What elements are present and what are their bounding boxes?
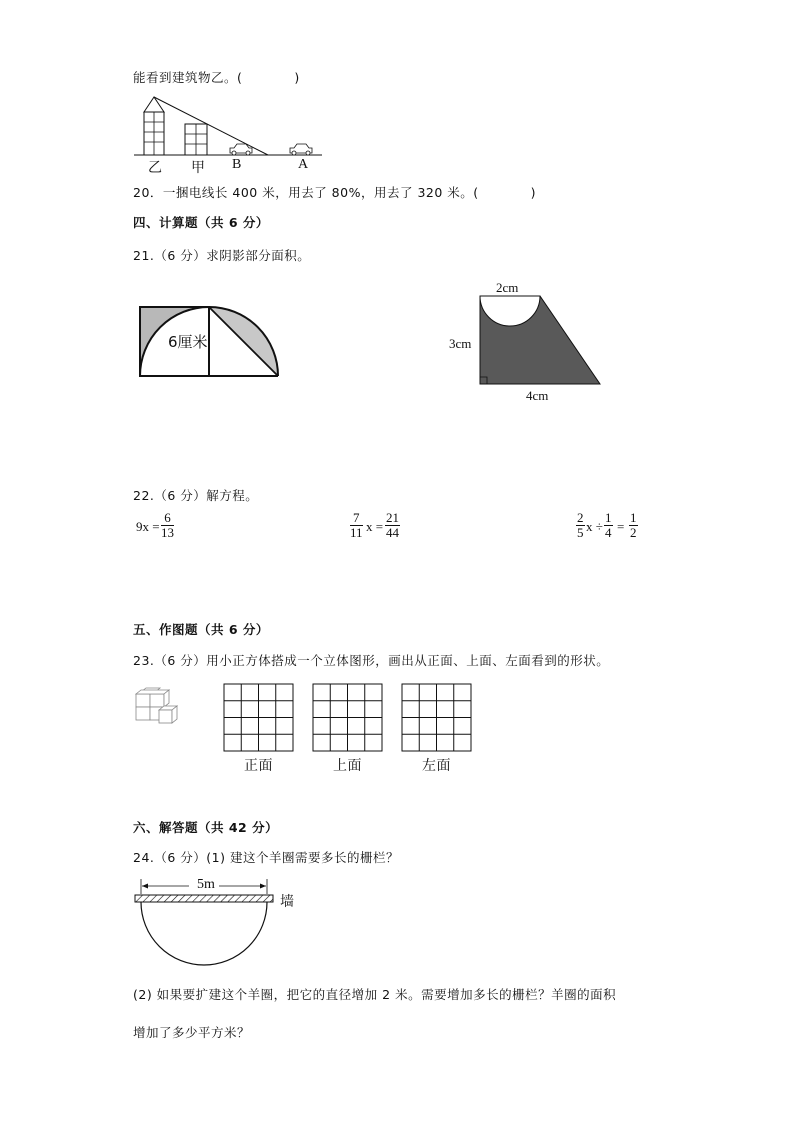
label-jia: 甲 — [191, 161, 206, 176]
q24-part2-line2: 增加了多少平方米？ — [133, 1025, 251, 1040]
label-yi: 乙 — [148, 161, 163, 176]
eq3-fraction-c: $\frac{1}{2}$ — [630, 510, 637, 540]
eq3-x: x ÷ — [586, 519, 603, 534]
label-a: A — [298, 157, 309, 172]
eq3-equals: = — [617, 519, 625, 534]
section-4-heading: 四、计算题（共 6 分） — [133, 215, 269, 230]
eq2-x: x = — [366, 519, 384, 534]
q23-cubes-figure — [133, 690, 179, 728]
q20-text: 20．一捆电线长 400 米，用去了 80%，用去了 320 米。( ) — [133, 185, 537, 200]
grid-label-left: 左面 — [422, 759, 451, 774]
q21-fig2-top-label: 2cm — [496, 280, 519, 295]
label-b: B — [232, 157, 242, 172]
q24-part2-line1: (2) 如果要扩建这个羊圈，把它的直径增加 2 米。需要增加多长的栅栏？羊圈的面积 — [133, 987, 617, 1002]
eq1-fraction: $\frac{6}{13}$ — [161, 510, 174, 540]
car-a-icon — [290, 144, 312, 155]
q23-grid-left — [401, 683, 473, 753]
q21-fig2-bottom-label: 4cm — [526, 388, 549, 403]
q22-text: 22.（6 分）解方程。 — [133, 488, 259, 503]
eq3-fraction-b: $\frac{1}{4}$ — [605, 510, 612, 540]
section-5-heading: 五、作图题（共 6 分） — [133, 622, 269, 637]
eq1-lhs: 9x = — [136, 519, 160, 534]
grid-label-top: 上面 — [333, 759, 362, 774]
q24-text: 24.（6 分）(1) 建这个羊圈需要多长的栅栏？ — [133, 850, 399, 865]
q21-figure-2 — [478, 294, 604, 388]
eq2-fraction-a: $\frac{7}{11}$ — [350, 510, 363, 540]
grid-label-front: 正面 — [244, 759, 273, 774]
section-6-heading: 六、解答题（共 42 分） — [133, 820, 279, 835]
q23-text: 23.（6 分）用小正方体搭成一个立体图形，画出从正面、上面、左面看到的形状。 — [133, 653, 610, 668]
q21-text: 21.（6 分）求阴影部分面积。 — [133, 248, 311, 263]
q21-fig1-label: 6厘米 — [168, 333, 208, 351]
q23-grid-front — [223, 683, 295, 753]
q23-grid-top — [312, 683, 384, 753]
q21-figure-1 — [138, 305, 280, 379]
q19-text: 能看到建筑物乙。( ) — [133, 70, 300, 85]
q21-fig2-left-label: 3cm — [449, 336, 472, 351]
q24-wall-label: 墙 — [280, 895, 295, 910]
eq2-fraction-b: $\frac{21}{44}$ — [386, 510, 399, 540]
q24-dim-label: 5m — [197, 877, 215, 892]
eq3-fraction-a: $\frac{2}{5}$ — [577, 510, 584, 540]
